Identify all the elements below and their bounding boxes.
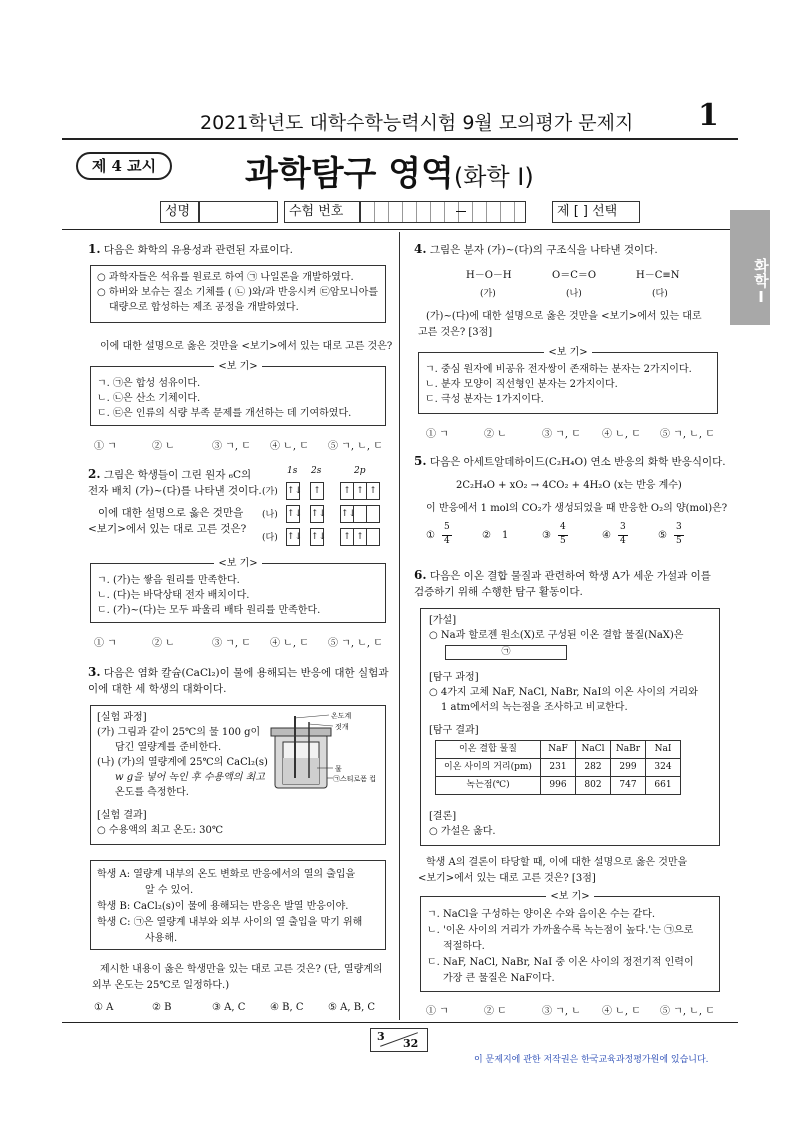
q6-stem <box>414 567 734 600</box>
q4-ask2: 고른 것은? [3점] <box>418 327 493 338</box>
orbital-box <box>366 505 380 523</box>
q3-proc2b: w g을 넣어 녹인 후 수용액의 최고 <box>115 772 265 783</box>
q3-choices <box>90 1002 390 1016</box>
q6-number: 6. <box>414 568 427 582</box>
table-cell: 녹는점(℃) <box>436 777 541 795</box>
orbital-box: ↑↓ <box>286 505 300 523</box>
q4-label-2: (나) <box>566 289 582 299</box>
q5-choice-numerator: 4 <box>560 522 566 532</box>
orbital-box: ↑ <box>353 528 367 546</box>
name-field[interactable] <box>198 201 278 223</box>
orbital-row-label: (다) <box>262 533 278 543</box>
q6-hyp: ○ Na과 할로젠 원소(X)로 구성된 이온 결합 물질(NaX)은 <box>429 630 684 641</box>
orbital-box: ↑↓ <box>310 528 324 546</box>
q3-proc1: (가) 그림과 같이 25℃의 물 100 g이 <box>97 727 261 738</box>
q5-choice-value: 1 <box>502 530 509 541</box>
q3-talk-c: 학생 C: ㉠은 열량계 내부와 외부 사이의 열 출입을 막기 위해 <box>97 917 363 928</box>
orbital-box: ↑↓ <box>340 505 354 523</box>
orbital-box: ↑ <box>340 482 354 500</box>
q4-struct-1: H－O－H <box>466 270 512 281</box>
table-cell: 이온 사이의 거리(pm) <box>436 759 541 777</box>
q6-text1: 다음은 이온 결합 물질과 관련하여 학생 A가 세운 가설과 이를 <box>429 570 711 582</box>
q3-stem <box>88 664 398 697</box>
q3-result: ○ 수용액의 최고 온도: 30℃ <box>97 825 224 836</box>
q5-choice-3[interactable] <box>542 522 592 550</box>
select-label[interactable]: 제 [ ] 선택 <box>552 201 640 223</box>
q1-info-box <box>90 265 386 323</box>
orbital-box: ↑↓ <box>310 505 324 523</box>
name-label: 성명 <box>160 201 200 223</box>
q4-structures <box>420 266 720 300</box>
q2-bogi-3: ㄷ. (가)~(다)는 모두 파울리 배타 원리를 만족한다. <box>97 605 321 616</box>
info-rule <box>62 229 738 230</box>
q6-conc-title: [결론] <box>429 811 457 822</box>
q4-ask1: (가)~(다)에 대한 설명으로 옳은 것만을 <보기>에서 있는 대로 <box>426 311 702 322</box>
q4-struct-2: O＝C＝O <box>552 270 597 281</box>
table-cell: 231 <box>541 759 576 777</box>
orbital-box <box>353 505 367 523</box>
page-indicator <box>370 1028 428 1052</box>
q1-choices <box>90 437 390 451</box>
q6-conc: ○ 가설은 옳다. <box>429 826 496 837</box>
q5-choice-mark: ① <box>426 530 435 541</box>
fig-label-stirrer: 젓개 <box>335 723 349 731</box>
q3-ask1: 제시한 내용이 옳은 학생만을 있는 대로 고른 것은? (단, 열량계의 <box>100 964 383 975</box>
footer-rule <box>62 1022 738 1023</box>
q5-equation: 2C₂H₄O + xO₂ → 4CO₂ + 4H₂O (x는 반응 계수) <box>456 480 682 491</box>
q5-choice-mark: ④ <box>602 530 611 541</box>
q2-choice-1[interactable]: ① ㄱ <box>94 638 117 649</box>
q6-bogi-title: <보 기> <box>546 891 593 902</box>
q3-talk-c2: 사용해. <box>145 933 178 944</box>
q1-line2: ○ 하버와 보슈는 질소 기체를 ( ㉡ )와/과 반응시켜 ㉢암모니아를 <box>97 287 379 298</box>
q5-stem <box>414 453 734 470</box>
q5-choice-numerator: 3 <box>676 522 682 532</box>
q4-choice-1[interactable]: ① ㄱ <box>426 429 449 440</box>
page-current: 3 <box>377 1030 385 1043</box>
q5-choice-denominator: 4 <box>444 536 450 546</box>
q3-text1: 다음은 염화 칼슘(CaCl₂)이 물에 용해되는 반응에 대한 실험과 <box>103 667 389 679</box>
q2-choices <box>90 634 390 648</box>
q6-text2: 검증하기 위해 수행한 탐구 활동이다. <box>414 586 583 598</box>
q5-choice-2[interactable] <box>482 522 532 550</box>
page-number: 1 <box>698 98 719 133</box>
q4-choices <box>420 425 720 439</box>
fig-label-water: 물 <box>335 765 342 773</box>
header-rule <box>62 138 738 140</box>
q2-bogi-1: ㄱ. (가)는 쌓음 원리를 만족한다. <box>97 575 240 586</box>
q3-choice-5[interactable]: ⑤ A, B, C <box>328 1002 376 1013</box>
q4-choice-3[interactable]: ③ ㄱ, ㄷ <box>542 429 581 440</box>
q3-choice-4[interactable]: ④ B, C <box>270 1002 304 1013</box>
orbital-box: ↑ <box>310 482 324 500</box>
q5-choice-numerator: 3 <box>620 522 626 532</box>
q5-choice-mark: ③ <box>542 530 551 541</box>
side-tab: 화학Ⅰ <box>730 210 770 325</box>
orbital-box <box>366 528 380 546</box>
q3-talk-b: 학생 B: CaCl₂(s)이 물에 용해되는 반응은 발열 반응이야. <box>97 901 349 912</box>
q4-text: 그림은 분자 (가)~(다)의 구조식을 나타낸 것이다. <box>429 244 658 256</box>
q6-result-table <box>435 740 681 795</box>
q1-bogi-box <box>90 361 386 426</box>
q5-choice-denominator: 5 <box>560 536 566 546</box>
q5-text: 다음은 아세트알데하이드(C₂H₄O) 연소 반응의 화학 반응식이다. <box>429 456 726 468</box>
column-divider <box>399 232 400 1020</box>
subject-sub: (화학 I) <box>453 163 534 191</box>
q2-text1: 그림은 학생들이 그린 원자 ₆C의 <box>103 469 252 481</box>
q2-choice-4[interactable]: ④ ㄴ, ㄷ <box>270 638 309 649</box>
q2-bogi-box <box>90 558 386 623</box>
q6-bogi-2b: 적절하다. <box>443 941 485 952</box>
table-header: NaI <box>646 741 681 759</box>
orbital-row <box>262 482 392 500</box>
q6-bogi-1: ㄱ. NaCl을 구성하는 양이온 수와 음이온 수는 같다. <box>427 909 656 920</box>
q6-ask1: 학생 A의 결론이 타당할 때, 이에 대한 설명으로 옳은 것만을 <box>426 857 688 868</box>
table-header: NaF <box>541 741 576 759</box>
q3-number: 3. <box>88 665 101 679</box>
fig-label-thermometer: 온도계 <box>331 712 352 720</box>
table-row <box>436 759 681 777</box>
q6-bogi-box <box>420 891 720 992</box>
q2-bogi-title: <보 기> <box>214 558 261 569</box>
q3-talk-a: 학생 A: 열량계 내부의 온도 변화로 반응에서의 열의 출입을 <box>97 869 356 880</box>
copyright-notice: 이 문제지에 관한 저작권은 한국교육과정평가원에 있습니다. <box>474 1055 709 1065</box>
subject-title <box>245 146 534 195</box>
q2-choice-5[interactable]: ⑤ ㄱ, ㄴ, ㄷ <box>328 638 383 649</box>
q1-number: 1. <box>88 242 101 256</box>
q4-bogi-1: ㄱ. 중심 원자에 비공유 전자쌍이 존재하는 분자는 2가지이다. <box>425 364 692 375</box>
q4-number: 4. <box>414 242 427 256</box>
q6-hyp-blank: ㉠ <box>445 645 567 660</box>
q6-choice-1[interactable]: ① ㄱ <box>426 1006 449 1017</box>
q5-ask: 이 반응에서 1 mol의 CO₂가 생성되었을 때 반응한 O₂의 양(mol)은? <box>426 503 728 514</box>
orbital-box: ↑↓ <box>286 528 300 546</box>
exam-title: 2021학년도 대학수학능력시험 9월 모의평가 문제지 <box>200 112 634 134</box>
q6-choice-2[interactable]: ② ㄷ <box>484 1006 507 1017</box>
q2-stem <box>88 466 268 537</box>
q6-res-title: [탐구 결과] <box>429 725 479 736</box>
q1-bogi-1: ㄱ. ㉠은 합성 섬유이다. <box>97 378 201 389</box>
table-cell: 299 <box>611 759 646 777</box>
table-header: NaBr <box>611 741 646 759</box>
q3-choice-3[interactable]: ③ A, C <box>212 1002 246 1013</box>
calorimeter-figure <box>267 712 379 792</box>
q3-ask <box>92 962 392 994</box>
q6-choice-3[interactable]: ③ ㄱ, ㄴ <box>542 1006 581 1017</box>
q6-proc2: 1 atm에서의 녹는점을 조사하고 비교한다. <box>441 702 628 713</box>
period-badge: 제 4 교시 <box>76 152 172 180</box>
q4-bogi-title: <보 기> <box>544 347 591 358</box>
q4-bogi-3: ㄷ. 극성 분자는 1가지이다. <box>425 394 544 405</box>
q1-stem <box>88 241 388 258</box>
orbital-row <box>262 528 392 546</box>
q2-number: 2. <box>88 467 101 481</box>
q5-choice-denominator: 4 <box>620 536 626 546</box>
q6-bogi-3b: 가장 큰 물질은 NaF이다. <box>443 973 555 984</box>
q5-choice-denominator: 5 <box>676 536 682 546</box>
q6-proc1: ○ 4가지 고체 NaF, NaCl, NaBr, NaI의 이온 사이의 거리와 <box>429 687 698 698</box>
q2-text4: <보기>에서 있는 대로 고른 것은? <box>88 523 247 535</box>
q1-ask: 이에 대한 설명으로 옳은 것만을 <보기>에서 있는 대로 고른 것은? <box>100 341 393 352</box>
orbital-box: ↑ <box>353 482 367 500</box>
q4-choice-4[interactable]: ④ ㄴ, ㄷ <box>602 429 641 440</box>
q3-result-title: [실험 결과] <box>97 810 147 821</box>
q6-proc-title: [탐구 과정] <box>429 672 479 683</box>
q5-choices <box>420 522 720 552</box>
q5-choice-5[interactable] <box>658 522 708 550</box>
q1-choice-4[interactable]: ④ ㄴ, ㄷ <box>270 441 309 452</box>
q3-proc2c: 온도를 측정한다. <box>115 787 189 798</box>
q6-activity-box <box>420 608 720 846</box>
q1-choice-2[interactable]: ② ㄴ <box>152 441 175 452</box>
table-cell: 324 <box>646 759 681 777</box>
q3-text2: 이에 대한 세 학생의 대화이다. <box>88 683 227 695</box>
q4-choice-2[interactable]: ② ㄴ <box>484 429 507 440</box>
q3-experiment-box <box>90 705 386 845</box>
table-cell: 802 <box>576 777 611 795</box>
q6-bogi-3: ㄷ. NaF, NaCl, NaBr, NaI 중 이온 사이의 정전기적 인력이 <box>427 957 694 968</box>
exam-no-label: 수험 번호 <box>284 201 360 223</box>
q4-label-1: (가) <box>480 289 496 299</box>
q4-stem <box>414 241 724 258</box>
q6-choice-5[interactable]: ⑤ ㄱ, ㄴ, ㄷ <box>660 1006 715 1017</box>
orbital-row <box>262 505 392 523</box>
orbital-row-label: (나) <box>262 510 278 520</box>
q6-bogi-2: ㄴ. '이온 사이의 거리가 가까울수록 녹는점이 높다.'는 ㉠으로 <box>427 925 694 936</box>
q1-choice-3[interactable]: ③ ㄱ, ㄷ <box>212 441 251 452</box>
q5-choice-mark: ② <box>482 530 491 541</box>
q3-proc-title: [실험 과정] <box>97 712 147 723</box>
q3-talk-a2: 알 수 있어. <box>145 885 194 896</box>
q2-text2: 전자 배치 (가)~(다)를 나타낸 것이다. <box>88 485 262 497</box>
q4-struct-3: H－C≡N <box>636 270 680 281</box>
q6-hyp-title: [가설] <box>429 615 457 626</box>
table-cell: 747 <box>611 777 646 795</box>
q1-bogi-title: <보 기> <box>214 361 261 372</box>
q5-number: 5. <box>414 454 427 468</box>
q3-proc2: (나) (가)의 열량계에 25℃의 CaCl₂(s) <box>97 757 268 768</box>
q2-choice-2[interactable]: ② ㄴ <box>152 638 175 649</box>
q3-talk-box <box>90 860 386 950</box>
table-header: 이온 결합 물질 <box>436 741 541 759</box>
fig-label-cup: ㉠스티로폼 컵 <box>333 775 377 783</box>
q3-ask2: 외부 온도는 25℃로 일정하다.) <box>92 980 230 991</box>
q6-choice-4[interactable]: ④ ㄴ, ㄷ <box>602 1006 641 1017</box>
q5-choice-1[interactable] <box>426 522 476 550</box>
q4-label-3: (다) <box>652 289 668 299</box>
q4-bogi-2: ㄴ. 분자 모양이 직선형인 분자는 2가지이다. <box>425 379 618 390</box>
orbital-box: ↑ <box>366 482 380 500</box>
q2-orb-1s: 1s <box>287 466 298 476</box>
q4-choice-5[interactable]: ⑤ ㄱ, ㄴ, ㄷ <box>660 429 715 440</box>
table-cell: 996 <box>541 777 576 795</box>
page-total: 32 <box>403 1037 419 1050</box>
q2-text3: 이에 대한 설명으로 옳은 것만을 <box>98 507 244 519</box>
q2-bogi-2: ㄴ. (다)는 바닥상태 전자 배치이다. <box>97 590 250 601</box>
q1-choice-5[interactable]: ⑤ ㄱ, ㄴ, ㄷ <box>328 441 383 452</box>
exam-no-field[interactable] <box>360 201 526 223</box>
q2-orb-2p: 2p <box>354 466 366 476</box>
orbital-box: ↑ <box>340 528 354 546</box>
q1-text: 다음은 화학의 유용성과 관련된 자료이다. <box>103 244 293 256</box>
q1-bogi-2: ㄴ. ㉡은 산소 기체이다. <box>97 393 201 404</box>
orbital-row-label: (가) <box>262 487 278 497</box>
exam-no-dash <box>456 211 466 212</box>
q4-ask <box>418 309 724 341</box>
table-header: NaCl <box>576 741 611 759</box>
q6-ask2: <보기>에서 있는 대로 고른 것은? [3점] <box>418 873 596 884</box>
q4-bogi-box <box>418 347 718 414</box>
table-row <box>436 777 681 795</box>
q1-bogi-3: ㄷ. ㉢은 인류의 식량 부족 문제를 개선하는 데 기여하였다. <box>97 408 352 419</box>
q3-choice-2[interactable]: ② B <box>152 1002 172 1013</box>
q3-proc1b: 담긴 열량계를 준비한다. <box>115 742 222 753</box>
q1-choice-1[interactable]: ① ㄱ <box>94 441 117 452</box>
q1-line1: ○ 과학자들은 석유를 원료로 하여 ㉠ 나일론을 개발하였다. <box>97 272 354 283</box>
q3-choice-1[interactable]: ① A <box>94 1002 114 1013</box>
table-cell: 282 <box>576 759 611 777</box>
table-header-row <box>436 741 681 759</box>
q2-orbital-figure <box>262 466 392 550</box>
q5-choice-4[interactable] <box>602 522 652 550</box>
orbital-box: ↑↓ <box>286 482 300 500</box>
table-cell: 661 <box>646 777 681 795</box>
q5-choice-mark: ⑤ <box>658 530 667 541</box>
q5-choice-numerator: 5 <box>444 522 450 532</box>
q6-ask <box>418 855 728 887</box>
q2-orb-2s: 2s <box>311 466 322 476</box>
q1-line3: 대량으로 합성하는 제조 공정을 개발하였다. <box>109 302 299 313</box>
q2-choice-3[interactable]: ③ ㄱ, ㄷ <box>212 638 251 649</box>
subject-main: 과학탐구 영역 <box>245 154 454 194</box>
q6-choices <box>420 1002 720 1016</box>
